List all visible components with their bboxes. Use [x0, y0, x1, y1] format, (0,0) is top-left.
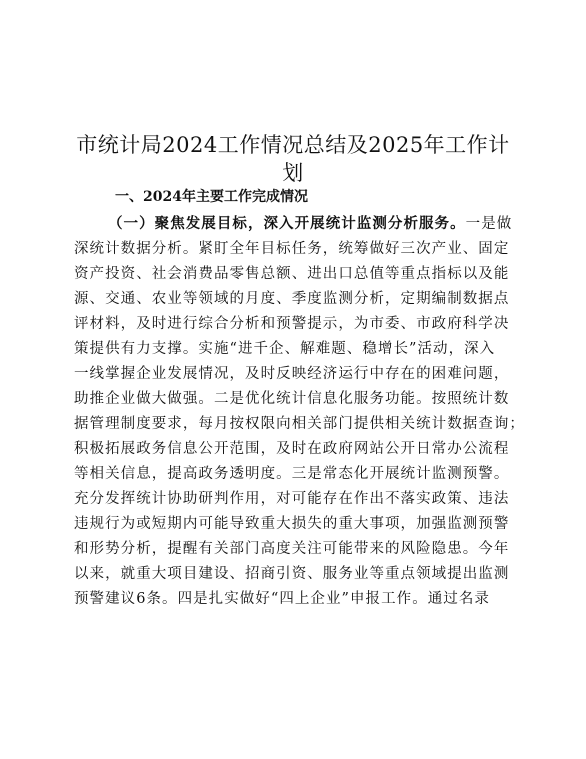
- paragraph-line: [74, 388, 509, 410]
- paragraph-line: [74, 438, 509, 460]
- paragraph-line: [74, 288, 509, 310]
- paragraph-line: [108, 213, 512, 235]
- paragraph-line: [74, 338, 495, 360]
- paragraph-line: [74, 463, 509, 485]
- title-line-1: 市统计局2024工作情况总结及2025年工作计: [76, 133, 510, 157]
- paragraph-line: [74, 488, 509, 510]
- paragraph-line: [74, 538, 509, 560]
- line-text: 深统计数据分析。紧盯全年目标任务，统筹做好三次产业、固定: [74, 241, 510, 257]
- paragraph-line: [74, 363, 509, 385]
- line-text: 评材料，及时进行综合分析和预警提示，为市委、市政府科学决: [74, 316, 510, 332]
- line-text: 等相关信息，提高政务透明度。三是常态化开展统计监测预警。: [74, 466, 510, 482]
- subheading-text: （一）聚焦发展目标，深入开展统计监测分析服务。: [108, 215, 466, 232]
- line-text: 预警建议6条。四是扎实做好“四上企业”申报工作。通过名录: [74, 591, 490, 607]
- line-text: 一是做: [465, 216, 513, 232]
- paragraph-line: [74, 263, 509, 285]
- paragraph-line: [74, 513, 509, 535]
- line-text: 违规行为或短期内可能导致重大损失的重大事项，加强监测预警: [74, 516, 510, 532]
- paragraph-line: [74, 563, 509, 585]
- line-text: 充分发挥统计协助研判作用，对可能存在作出不落实政策、违法: [74, 491, 510, 507]
- line-text: 策提供有力支撑。实施“进千企、解难题、稳增长”活动，深入: [74, 341, 496, 357]
- paragraph-line: [74, 588, 490, 610]
- document-title: [70, 131, 516, 187]
- section-heading: 一、2024年主要工作完成情况: [115, 189, 308, 205]
- line-text: 一线掌握企业发展情况，及时反映经济运行中存在的困难问题，: [74, 366, 510, 382]
- line-text: 助推企业做大做强。二是优化统计信息化服务功能。按照统计数: [74, 391, 510, 407]
- line-text: 以来，就重大项目建设、招商引资、服务业等重点领域提出监测: [74, 566, 510, 582]
- paragraph-line: [74, 413, 525, 435]
- paragraph-line: [74, 238, 509, 260]
- line-text: 积极拓展政务信息公开范围，及时在政府网站公开日常办公流程: [74, 441, 510, 457]
- line-text: 和形势分析，提醒有关部门高度关注可能带来的风险隐患。今年: [74, 541, 510, 557]
- title-line-2: 划: [282, 161, 304, 185]
- line-text: 资产投资、社会消费品零售总额、进出口总值等重点指标以及能: [74, 266, 510, 282]
- paragraph-line: [74, 313, 509, 335]
- line-text: 据管理制度要求，每月按权限向相关部门提供相关统计数据查询；: [74, 416, 525, 432]
- line-text: 源、交通、农业等领域的月度、季度监测分析，定期编制数据点: [74, 291, 510, 307]
